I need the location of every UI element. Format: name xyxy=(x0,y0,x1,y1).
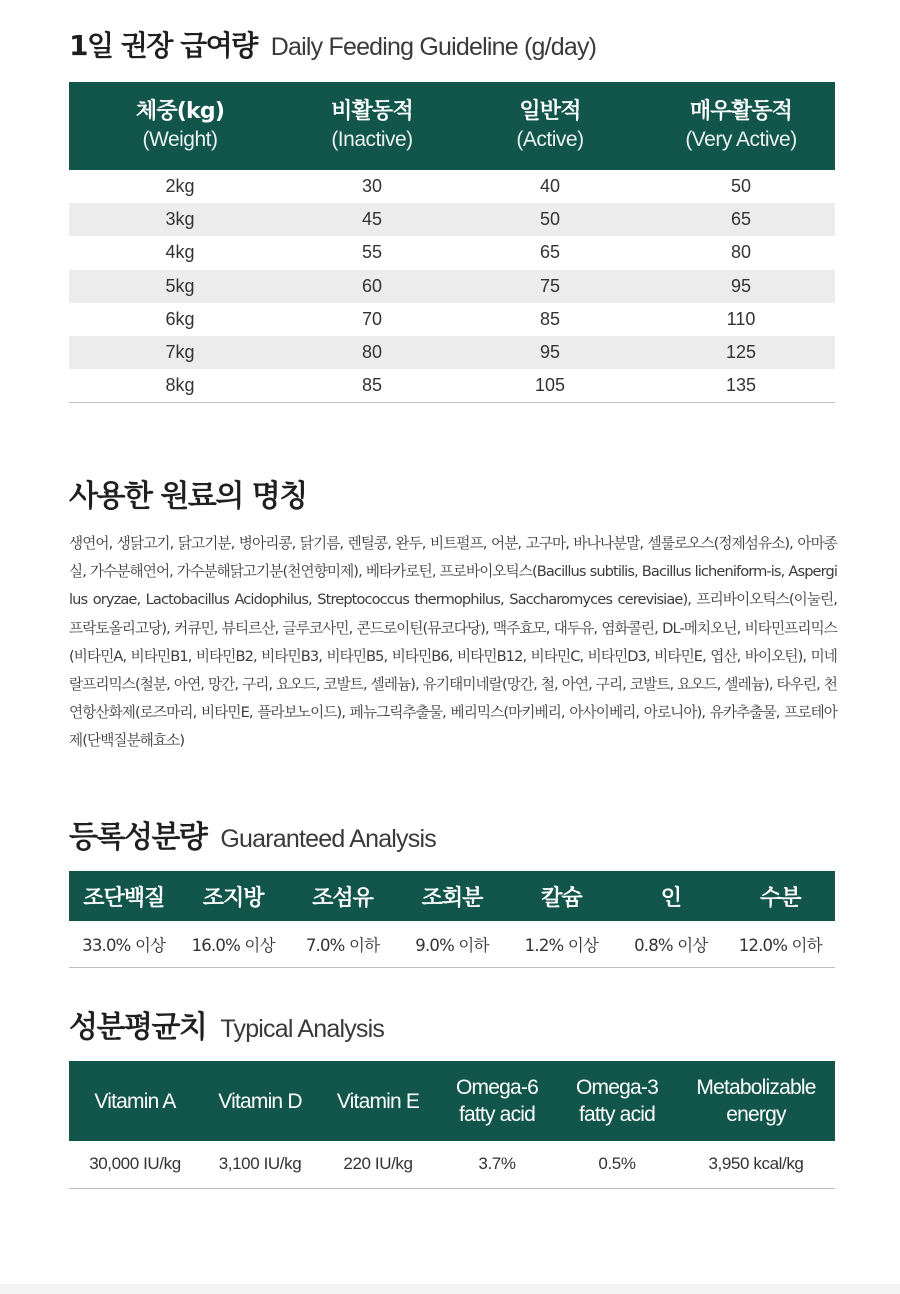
feeding-title-en: Daily Feeding Guideline (g/day) xyxy=(270,33,597,61)
ga-value-moisture: 12.0% 이하 xyxy=(726,921,835,967)
feeding-header-row xyxy=(69,82,835,170)
guaranteed-title-ko: 등록성분량 xyxy=(69,820,207,855)
guaranteed-title-en: Guaranteed Analysis xyxy=(220,825,436,853)
table-row xyxy=(69,1141,835,1188)
inactive-cell: 45 xyxy=(291,203,453,236)
header-line: Omega-3 xyxy=(576,1076,658,1099)
weight-cell: 3kg xyxy=(69,203,291,236)
active-cell: 75 xyxy=(453,270,647,303)
header-label-en: (Inactive) xyxy=(331,128,413,151)
ga-value-crude-ash: 9.0% 이하 xyxy=(397,921,506,967)
ga-header-crude-fat: 조지방 xyxy=(178,871,287,921)
table-row xyxy=(69,303,835,336)
inactive-cell: 55 xyxy=(361,242,383,263)
active-cell: 95 xyxy=(453,336,647,369)
table-row xyxy=(69,203,835,236)
ga-header-phosphorus: 인 xyxy=(616,871,725,921)
header-label-ko: 일반적 xyxy=(519,99,581,124)
feeding-section-title xyxy=(69,24,835,64)
table-row xyxy=(69,236,835,269)
ta-header-omega-3 xyxy=(557,1061,677,1141)
inactive-cell: 70 xyxy=(361,308,383,329)
feeding-title-ko: 1일 권장 급여량 xyxy=(69,29,257,62)
ga-value-calcium: 1.2% 이상 xyxy=(507,921,616,967)
ta-value-vitamin-d: 3,100 IU/kg xyxy=(201,1141,319,1188)
ta-value-metabolizable-energy: 3,950 kcal/kg xyxy=(677,1141,835,1188)
ga-value-crude-fat: 16.0% 이상 xyxy=(178,921,287,967)
ga-value-phosphorus: 0.8% 이상 xyxy=(616,921,725,967)
very-active-cell: 135 xyxy=(647,369,835,402)
ta-header-metabolizable-energy xyxy=(677,1061,835,1141)
ta-value-vitamin-a: 30,000 IU/kg xyxy=(69,1141,201,1188)
ta-header-vitamin-d xyxy=(201,1061,319,1141)
feeding-table xyxy=(69,82,835,403)
ga-header-crude-fiber: 조섬유 xyxy=(288,871,397,921)
table-row xyxy=(69,336,835,369)
ta-value-vitamin-e: 220 IU/kg xyxy=(319,1141,437,1188)
very-active-cell: 125 xyxy=(647,336,835,369)
header-label-ko: 비활동적 xyxy=(331,99,413,124)
ingredients-text: 생연어, 생닭고기, 닭고기분, 병아리콩, 닭기름, 렌틸콩, 완두, 비트펄프, 어분, 고구마, 바나나분말, 셀룰로오스(정제섬유소), 아마종실, 가수분해연어, 가수분해닭고기분(천연향미제), 베타카로틴, 프로바이오틱스(Bacillus subtilis, Bacillus licheniform-is, Aspergilus oryzae, Lactobacillus Acidophilus, Streptococcus thermophilus, Saccharomyces cerevisiae), 프리바이오틱스(이눌린, 프락토올리고당), 커큐민, 뷰티르산, 글루코사민, 콘드로이틴(뮤코다당), 맥주효모, 대두유, 염화콜린, DL-메치오닌, 비타민프리믹스(비타민A, 비타민B1, 비타민B2, 비타민B3, 비타민B5, 비타민B6, 비타민B12, 비타민C, 비타민D3, 비타민E, 엽산, 바이오틴), 미네랄프리믹스(철분, 아연, 망간, 구리, 요오드, 코발트, 셀레늄), 유기태미네랄(망간, 철, 아연, 구리, 코발트, 요오드, 셀레늄), 타우린, 천연항산화제(로즈마리, 비타민E, 플라보노이드), 페뉴그릭추출물, 베리믹스(마키베리, 아사이베리, 아로니아), 유카추출물, 프로테아제(단백질분해효소) xyxy=(69,535,837,750)
ta-value-omega-3: 0.5% xyxy=(557,1141,677,1188)
weight-cell: 6kg xyxy=(165,308,195,329)
very-active-cell: 95 xyxy=(647,270,835,303)
header-line: fatty acid xyxy=(458,1103,536,1126)
header-line: Vitamin E xyxy=(336,1089,420,1113)
table-row xyxy=(69,270,835,303)
header-line: energy xyxy=(726,1103,786,1126)
typical-title-ko: 성분평균치 xyxy=(69,1010,207,1045)
typical-header-row xyxy=(69,1061,835,1141)
very-active-cell: 50 xyxy=(730,176,752,197)
ingredients-title-ko: 사용한 원료의 명칭 xyxy=(69,479,307,514)
header-label-ko: 매우활동적 xyxy=(689,99,793,124)
inactive-cell: 80 xyxy=(291,336,453,369)
header-line: Omega-6 xyxy=(456,1076,538,1099)
weight-cell: 5kg xyxy=(69,270,291,303)
guaranteed-analysis-table xyxy=(69,871,835,968)
header-label-en: (Weight) xyxy=(142,128,218,151)
active-cell: 40 xyxy=(539,176,561,197)
table-row xyxy=(69,170,835,203)
page-bottom-divider xyxy=(0,1284,900,1294)
ta-header-omega-6 xyxy=(437,1061,557,1141)
header-line: fatty acid xyxy=(578,1103,656,1126)
guaranteed-header-row xyxy=(69,871,835,921)
ga-value-crude-protein: 33.0% 이상 xyxy=(69,921,178,967)
typical-title-en: Typical Analysis xyxy=(220,1015,385,1043)
weight-cell: 4kg xyxy=(165,242,195,263)
table-row xyxy=(69,369,835,402)
ta-header-vitamin-e xyxy=(319,1061,437,1141)
feeding-header-inactive xyxy=(291,82,453,170)
header-label-en: (Active) xyxy=(516,128,584,151)
ga-header-crude-protein: 조단백질 xyxy=(69,871,178,921)
header-line: Vitamin D xyxy=(218,1089,302,1113)
ta-header-vitamin-a xyxy=(69,1061,201,1141)
ga-header-crude-ash: 조회분 xyxy=(397,871,506,921)
ingredients-section-title xyxy=(69,471,835,515)
ga-header-moisture: 수분 xyxy=(726,871,835,921)
very-active-cell: 110 xyxy=(726,308,756,329)
weight-cell: 2kg xyxy=(165,176,195,197)
typical-analysis-table xyxy=(69,1061,835,1189)
feeding-header-very-active xyxy=(647,82,835,170)
very-active-cell: 80 xyxy=(730,242,752,263)
ga-value-crude-fiber: 7.0% 이하 xyxy=(288,921,397,967)
weight-cell: 7kg xyxy=(69,336,291,369)
table-row xyxy=(69,921,835,967)
ta-value-omega-6: 3.7% xyxy=(437,1141,557,1188)
header-label-ko: 체중(kg) xyxy=(135,99,225,124)
inactive-cell: 85 xyxy=(291,369,453,402)
header-line: Vitamin A xyxy=(94,1089,176,1113)
inactive-cell: 60 xyxy=(291,270,453,303)
header-label-en: (Very Active) xyxy=(685,128,797,151)
very-active-cell: 65 xyxy=(647,203,835,236)
feeding-header-active xyxy=(453,82,647,170)
active-cell: 65 xyxy=(539,242,561,263)
inactive-cell: 30 xyxy=(361,176,383,197)
active-cell: 50 xyxy=(453,203,647,236)
active-cell: 105 xyxy=(453,369,647,402)
guaranteed-section-title xyxy=(69,812,835,856)
active-cell: 85 xyxy=(539,308,561,329)
feeding-header-weight xyxy=(69,82,291,170)
header-line: Metabolizable xyxy=(696,1076,816,1099)
ga-header-calcium: 칼슘 xyxy=(507,871,616,921)
weight-cell: 8kg xyxy=(69,369,291,402)
typical-section-title xyxy=(69,1002,835,1046)
